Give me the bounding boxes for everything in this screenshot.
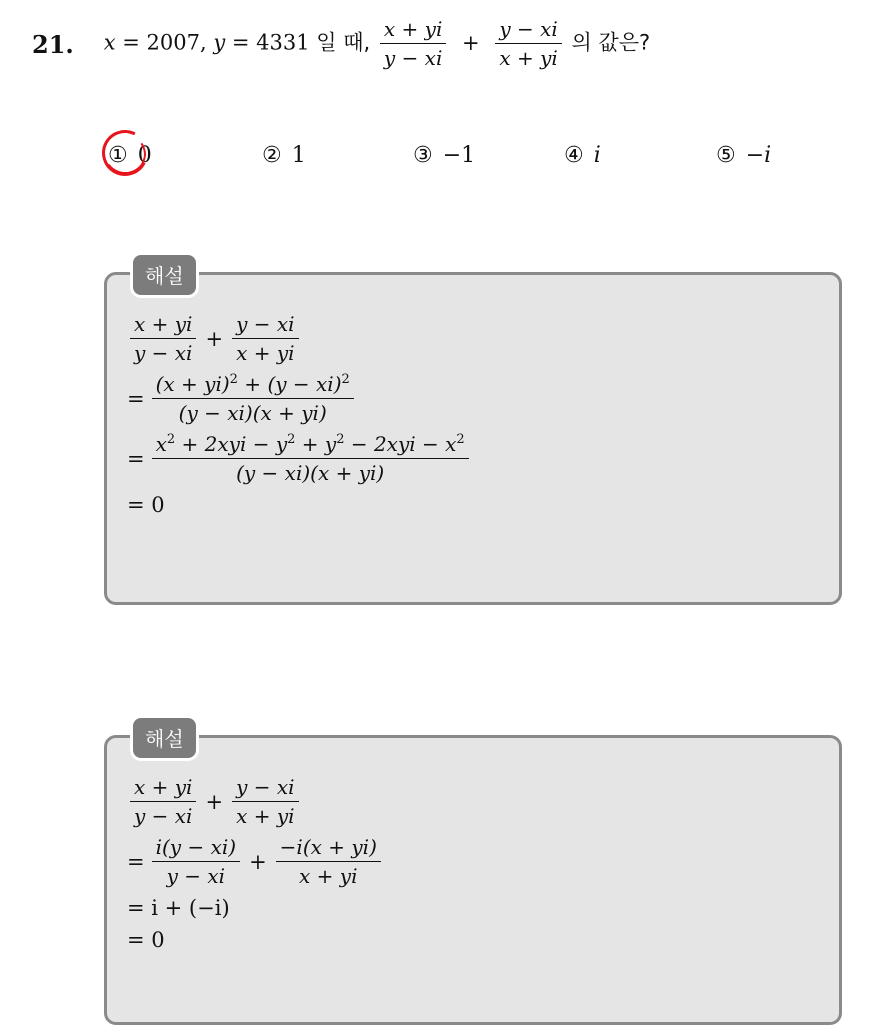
term: − 2xyi − x (344, 432, 457, 456)
fraction-denominator: x + yi (299, 864, 358, 888)
question (32, 18, 650, 70)
equals-sign: = (127, 850, 145, 874)
var-y: y (213, 30, 226, 55)
choice-marker: ③ (413, 142, 433, 168)
fraction (232, 313, 298, 365)
question-text (104, 18, 650, 70)
choice-value: 1 (291, 142, 306, 168)
fraction (276, 836, 381, 888)
explanation-lines (127, 776, 384, 960)
exponent: 2 (287, 432, 296, 447)
explanation-lines (127, 313, 472, 525)
var-x: x (103, 30, 116, 55)
explanation-line-3 (127, 896, 384, 920)
explanation-line-4 (127, 493, 472, 517)
term: (y − xi) (267, 372, 342, 396)
fraction-numerator: x + yi (130, 313, 196, 339)
fraction-denominator: x + yi (236, 804, 295, 828)
fraction (232, 776, 298, 828)
fraction-numerator: y − xi (232, 313, 298, 339)
choice-marker: ⑤ (716, 142, 736, 168)
exponent: 2 (456, 432, 465, 447)
term: (x + yi) (155, 372, 230, 396)
result-text: = 0 (127, 493, 165, 517)
fraction-numerator: −i(x + yi) (276, 836, 381, 862)
fraction-numerator: y − xi (495, 18, 561, 44)
explanation-line-2 (127, 373, 472, 425)
choice-3[interactable] (413, 138, 475, 172)
exponent: 2 (166, 432, 176, 447)
fraction-denominator: y − xi (166, 864, 226, 888)
y-value: = 4331 (225, 30, 310, 55)
plus-sign: + (237, 372, 268, 396)
explanation-line-3 (127, 433, 472, 485)
exponent: 2 (336, 432, 345, 447)
explanation-line-2 (127, 836, 384, 888)
plus-sign: + (205, 327, 224, 351)
explanation-tag: 해설 (133, 718, 196, 758)
result-text: = i + (−i) (127, 896, 230, 920)
equals-sign: = (127, 387, 145, 411)
plus-sign: + (249, 850, 267, 874)
explanation-line-1 (127, 313, 472, 365)
choice-marker: ① (108, 142, 128, 168)
fraction (130, 313, 196, 365)
term: + 2xyi − y (175, 432, 288, 456)
fraction-numerator: x + yi (130, 776, 196, 802)
fraction-denominator: (y − xi)(x + yi) (236, 461, 385, 485)
question-fraction-1 (380, 18, 446, 70)
plus-sign: + (462, 30, 480, 55)
choice-value: −i (745, 142, 772, 168)
plus-sign: + (205, 790, 224, 814)
fraction-denominator: x + yi (236, 341, 295, 365)
choice-2[interactable] (262, 138, 306, 172)
explanation-line-1 (127, 776, 384, 828)
question-ask-text: 의 값은? (564, 30, 651, 55)
fraction-denominator: y − xi (134, 804, 193, 828)
choice-marker: ② (262, 142, 282, 168)
fraction-denominator: x + yi (499, 46, 558, 70)
choice-value: 0 (137, 142, 152, 168)
explanation-box-1 (104, 264, 842, 605)
x-value: = 2007, (115, 30, 214, 55)
condition-text: 일 때, (309, 30, 377, 55)
fraction-numerator: i(y − xi) (152, 836, 240, 862)
choice-5[interactable] (716, 138, 771, 172)
fraction (130, 776, 196, 828)
fraction-denominator: (y − xi)(x + yi) (178, 401, 327, 425)
explanation-box-2 (104, 727, 842, 1025)
term: + y (295, 432, 337, 456)
exponent: 2 (341, 372, 350, 387)
fraction-numerator (152, 433, 469, 459)
fraction-denominator: y − xi (383, 46, 443, 70)
equals-sign: = (127, 447, 145, 471)
fraction (152, 373, 354, 425)
explanation-line-4 (127, 928, 384, 952)
exponent: 2 (229, 372, 238, 387)
fraction-denominator: y − xi (134, 341, 193, 365)
question-fraction-2 (495, 18, 561, 70)
fraction (152, 433, 469, 485)
choice-4[interactable] (564, 138, 601, 172)
choice-marker: ④ (564, 142, 584, 168)
fraction-numerator: y − xi (232, 776, 298, 802)
explanation-tag: 해설 (133, 255, 196, 295)
term: x (155, 432, 167, 456)
fraction (152, 836, 240, 888)
result-text: = 0 (127, 928, 165, 952)
question-number: 21. (32, 29, 74, 59)
fraction-numerator (152, 373, 354, 399)
choice-value: −1 (442, 142, 476, 168)
choice-value: i (593, 142, 601, 168)
fraction-numerator: x + yi (380, 18, 446, 44)
